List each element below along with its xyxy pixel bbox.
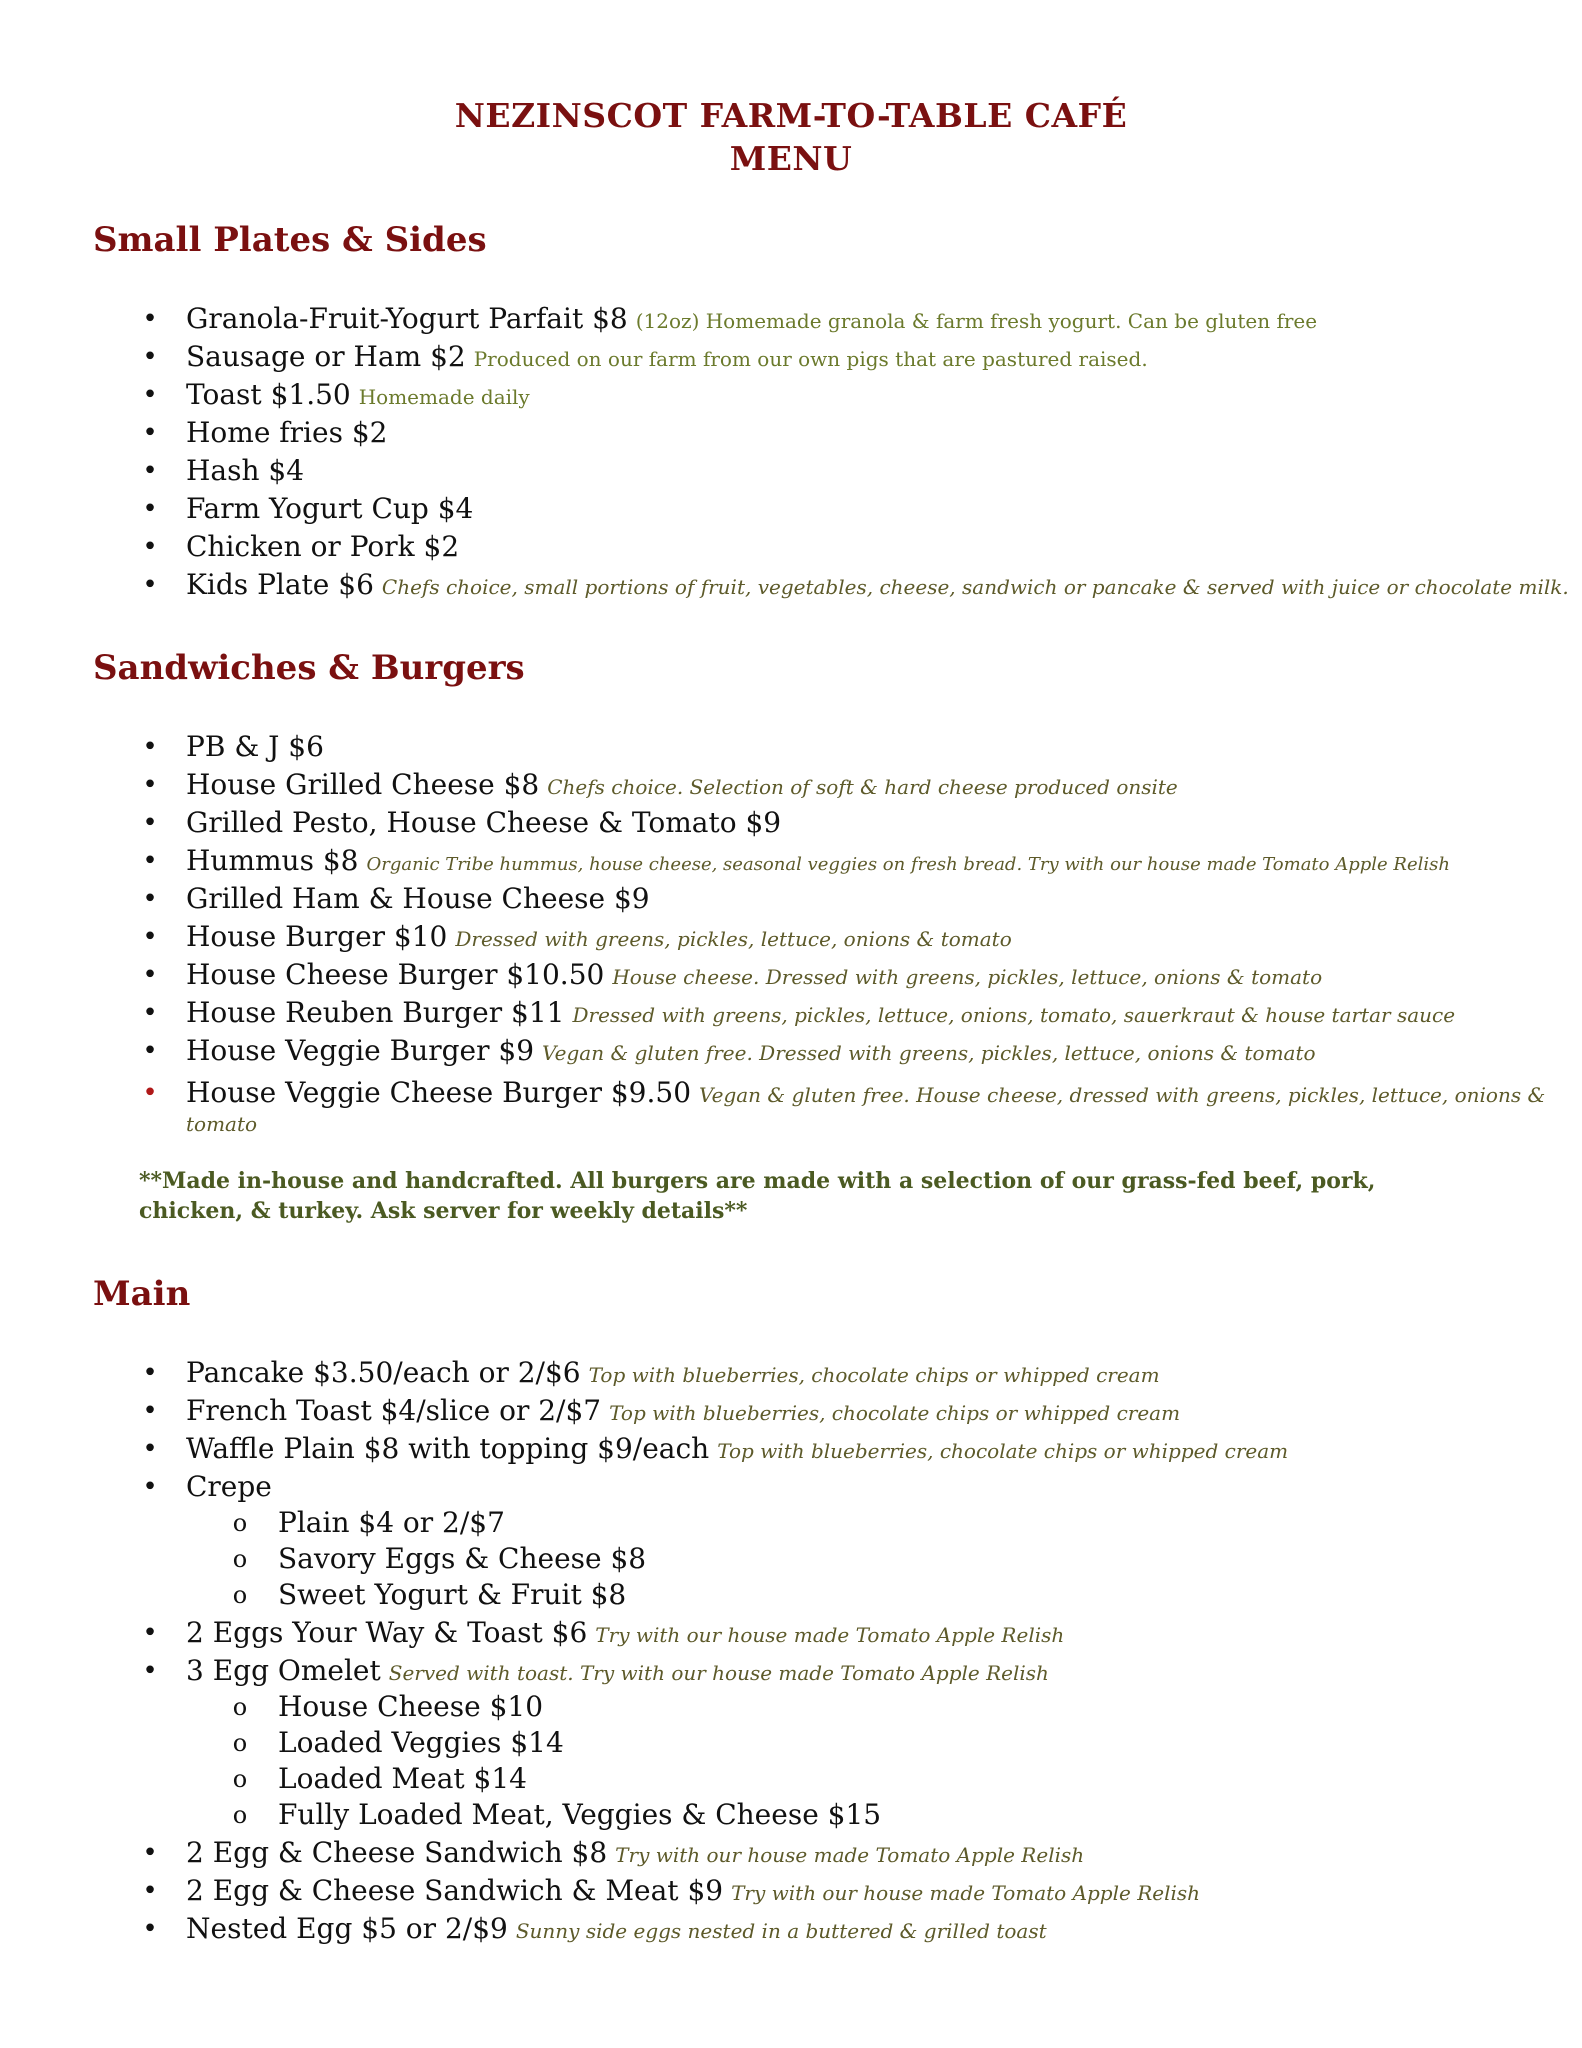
item-name: Waffle Plain $8 with topping $9/each: [186, 1432, 710, 1465]
menu-item: [142, 340, 1148, 376]
bullet-icon: •: [142, 884, 158, 914]
item-name: 2 Eggs Your Way & Toast $6: [186, 1616, 588, 1649]
item-description: Top with blueberries, chocolate chips or whipped cream: [588, 1363, 1160, 1387]
bullet-icon: •: [142, 732, 158, 762]
menu-item: [142, 1394, 1181, 1430]
bullet-icon: •: [142, 808, 158, 838]
section-heading-main: Main: [93, 1274, 191, 1314]
circle-bullet-icon: o: [232, 1729, 248, 1757]
bullet-icon: •: [142, 960, 158, 990]
item-name: House Cheese Burger $10.50: [186, 958, 605, 991]
page-subtitle: MENU: [729, 139, 853, 178]
item-name: House Veggie Cheese Burger $9.50: [186, 1076, 692, 1109]
menu-item: [142, 568, 1569, 604]
sub-item: [232, 1726, 564, 1760]
bullet-icon: •: [142, 532, 158, 562]
sub-item-name: Savory Eggs & Cheese $8: [278, 1542, 647, 1575]
sub-item: [232, 1690, 544, 1724]
menu-item: [142, 378, 530, 414]
bullet-icon: •: [142, 570, 158, 600]
item-description: Try with our house made Tomato Apple Relish: [731, 1881, 1201, 1905]
menu-item: [142, 1076, 1546, 1112]
item-description: Try with our house made Tomato Apple Relish: [595, 1623, 1065, 1647]
bullet-icon: •: [142, 1472, 158, 1502]
item-description: Chefs choice. Selection of soft & hard cheese produced onsite: [547, 775, 1178, 799]
menu-item: [142, 882, 650, 916]
bullet-icon: •: [142, 494, 158, 524]
section-heading-sandwiches: Sandwiches & Burgers: [93, 648, 525, 688]
bullet-icon: •: [142, 1838, 158, 1868]
bullet-icon: •: [142, 342, 158, 372]
menu-item: [142, 1616, 1065, 1652]
item-name: Kids Plate $6: [186, 568, 374, 601]
bullet-icon: •: [142, 1078, 158, 1108]
item-description: Sunny side eggs nested in a buttered & grilled toast: [515, 1919, 1047, 1943]
item-description: Chefs choice, small portions of fruit, vegetables, cheese, sandwich or pancake & served with juice or chocolate milk.: [381, 575, 1569, 599]
menu-item: [142, 530, 460, 564]
bullet-icon: •: [142, 1036, 158, 1066]
bullet-icon: •: [142, 1876, 158, 1906]
circle-bullet-icon: o: [232, 1509, 248, 1537]
item-description: Produced on our farm from our own pigs that are pastured raised.: [473, 347, 1148, 371]
item-name: House Grilled Cheese $8: [186, 768, 540, 801]
item-name: Nested Egg $5 or 2/$9: [186, 1912, 508, 1945]
item-description: Homemade daily: [358, 385, 530, 409]
sub-item-name: Loaded Veggies $14: [278, 1726, 564, 1759]
item-name: 2 Egg & Cheese Sandwich $8: [186, 1836, 608, 1869]
menu-item: [142, 416, 388, 450]
item-description: Organic Tribe hummus, house cheese, seasonal veggies on fresh bread. Try with our house made Tomato Apple Relish: [366, 854, 1450, 875]
bullet-icon: •: [142, 922, 158, 952]
item-name: Farm Yogurt Cup $4: [186, 492, 474, 525]
item-description: Dressed with greens, pickles, lettuce, onions, tomato, sauerkraut & house tartar sauce: [572, 1003, 1456, 1027]
item-description: Top with blueberries, chocolate chips or whipped cream: [609, 1401, 1181, 1425]
bullet-icon: •: [142, 1396, 158, 1426]
item-name: Grilled Pesto, House Cheese & Tomato $9: [186, 806, 782, 839]
menu-item: [142, 492, 474, 526]
bullet-icon: •: [142, 418, 158, 448]
bullet-icon: •: [142, 998, 158, 1028]
bullet-icon: •: [142, 380, 158, 410]
circle-bullet-icon: o: [232, 1545, 248, 1573]
menu-item: [142, 1874, 1201, 1910]
item-description: Served with toast. Try with our house made Tomato Apple Relish: [388, 1661, 1049, 1685]
burger-note: **Made in-house and handcrafted. All burgers are made with a selection of our grass-fed beef, pork, chicken, & turkey. Ask server for weekly details**: [139, 1168, 1376, 1224]
item-description: (12oz) Homemade granola & farm fresh yogurt. Can be gluten free: [635, 309, 1318, 333]
menu-item: [142, 768, 1178, 804]
item-description: Vegan & gluten free. House cheese, dressed with greens, pickles, lettuce, onions &: [699, 1083, 1546, 1107]
sub-item-name: Loaded Meat $14: [278, 1762, 527, 1795]
menu-item: [142, 958, 1323, 994]
item-name: Sausage or Ham $2: [186, 340, 466, 373]
item-name: Toast $1.50: [186, 378, 351, 411]
menu-item: [142, 1654, 1049, 1690]
sub-item: [232, 1762, 527, 1796]
menu-item: [142, 920, 1012, 956]
menu-item: [142, 996, 1456, 1032]
bullet-icon: •: [142, 770, 158, 800]
menu-item: [142, 1432, 1289, 1468]
sub-item-name: Fully Loaded Meat, Veggies & Cheese $15: [278, 1798, 882, 1831]
bullet-icon: •: [142, 1914, 158, 1944]
menu-item: [142, 1356, 1160, 1392]
menu-item: [142, 1034, 1316, 1070]
item-name: House Reuben Burger $11: [186, 996, 565, 1029]
sub-item: [232, 1798, 882, 1832]
item-name: Grilled Ham & House Cheese $9: [186, 882, 650, 915]
item-name: Home fries $2: [186, 416, 388, 449]
menu-item: [142, 730, 324, 764]
menu-item: [142, 844, 1450, 882]
page-title: NEZINSCOT FARM-TO-TABLE CAFÉ: [454, 96, 1128, 135]
sub-item-name: Plain $4 or 2/$7: [278, 1506, 505, 1539]
item-name: PB & J $6: [186, 730, 324, 763]
item-description: Vegan & gluten free. Dressed with greens, pickles, lettuce, onions & tomato: [542, 1041, 1316, 1065]
menu-item: [142, 806, 782, 840]
circle-bullet-icon: o: [232, 1765, 248, 1793]
item-description: House cheese. Dressed with greens, pickles, lettuce, onions & tomato: [612, 965, 1323, 989]
menu-item: [142, 454, 305, 488]
bullet-icon: •: [142, 846, 158, 876]
menu-item: [142, 1470, 272, 1504]
item-name: Crepe: [186, 1470, 272, 1503]
circle-bullet-icon: o: [232, 1693, 248, 1721]
menu-item: [142, 1836, 1085, 1872]
bullet-icon: •: [142, 1434, 158, 1464]
menu-item: [142, 1912, 1047, 1948]
bullet-icon: •: [142, 1358, 158, 1388]
sub-item: [232, 1506, 505, 1540]
item-name: Hash $4: [186, 454, 305, 487]
bullet-icon: •: [142, 304, 158, 334]
item-description: Top with blueberries, chocolate chips or whipped cream: [717, 1439, 1289, 1463]
sub-item-name: House Cheese $10: [278, 1690, 544, 1723]
item-name: Hummus $8: [186, 844, 359, 877]
bullet-icon: •: [142, 1618, 158, 1648]
item-name: House Burger $10: [186, 920, 448, 953]
item-name: Pancake $3.50/each or 2/$6: [186, 1356, 581, 1389]
item-name: 3 Egg Omelet: [186, 1654, 381, 1687]
item-name: Granola-Fruit-Yogurt Parfait $8: [186, 302, 628, 335]
sub-item-name: Sweet Yogurt & Fruit $8: [278, 1578, 627, 1611]
item-description: Try with our house made Tomato Apple Relish: [615, 1843, 1085, 1867]
item-description: Dressed with greens, pickles, lettuce, onions & tomato: [455, 927, 1012, 951]
item-name: French Toast $4/slice or 2/$7: [186, 1394, 602, 1427]
menu-item: [142, 302, 1318, 338]
circle-bullet-icon: o: [232, 1581, 248, 1609]
bullet-icon: •: [142, 456, 158, 486]
sub-item: [232, 1542, 647, 1576]
item-description-continued: tomato: [186, 1112, 258, 1136]
item-name: 2 Egg & Cheese Sandwich & Meat $9: [186, 1874, 724, 1907]
sub-item: [232, 1578, 627, 1612]
bullet-icon: •: [142, 1656, 158, 1686]
item-name: House Veggie Burger $9: [186, 1034, 535, 1067]
section-heading-small-plates: Small Plates & Sides: [93, 220, 487, 260]
item-name: Chicken or Pork $2: [186, 530, 460, 563]
circle-bullet-icon: o: [232, 1801, 248, 1829]
